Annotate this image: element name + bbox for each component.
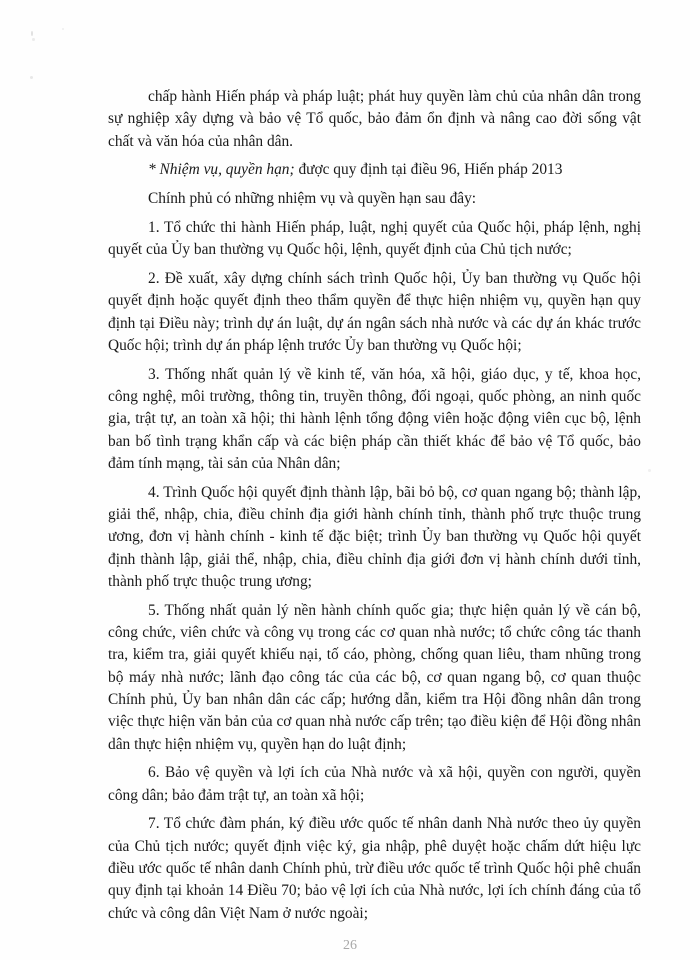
- paragraph-heading-note: [108, 159, 641, 181]
- scan-speckle-icon: [31, 31, 33, 36]
- document-text-block: [108, 86, 641, 925]
- paragraph-item-6: 6. Bảo vệ quyền và lợi ích của Nhà nước và xã hội, quyền con người, quyền công dân; bảo đảm trật tự, an toàn xã hội;: [108, 764, 641, 804]
- scan-speckle-icon: [62, 28, 64, 30]
- paragraph-item-1: 1. Tổ chức thi hành Hiến pháp, luật, nghị quyết của Quốc hội, pháp lệnh, nghị quyết của Ủy ban thường vụ Quốc hội, lệnh, quyết định của Chủ tịch nước;: [108, 218, 641, 259]
- paragraph-item-3: 3. Thống nhất quản lý về kinh tế, văn hóa, xã hội, giáo dục, y tế, khoa học, công nghệ, môi trường, thông tin, truyền thông, đối ngoại, quốc phòng, an ninh quốc gia, trật tự, an toàn xã hội; thi hành lệnh tổng động viên hoặc động viên cục bộ, lệnh ban bố tình trạng khẩn cấp và các biện pháp cần thiết khác để bảo vệ Tổ quốc, bảo đảm tính mạng, tài sản của Nhân dân;: [108, 365, 641, 472]
- paragraph-continuation: chấp hành Hiến pháp và pháp luật; phát huy quyền làm chủ của nhân dân trong sự nghiệp xây dựng và bảo vệ Tổ quốc, bảo đảm ổn định và nâng cao đời sống vật chất và văn hóa của nhân dân.: [108, 88, 641, 150]
- paragraph-item-7: 7. Tổ chức đàm phán, ký điều ước quốc tế nhân danh Nhà nước theo ủy quyền của Chủ tịch nước; quyết định việc ký, gia nhập, phê duyệt hoặc chấm dứt hiệu lực điều ước quốc tế nhân danh Chính phủ, trừ điều ước quốc tế trình Quốc hội phê chuẩn quy định tại khoản 14 Điều 70; bảo vệ lợi ích của Nhà nước, lợi ích chính đáng của tổ chức và công dân Việt Nam ở nước ngoài;: [108, 815, 641, 922]
- scan-speckle-icon: [32, 38, 35, 41]
- heading-note-italic-lead: * Nhiệm vụ, quyền hạn;: [148, 161, 295, 179]
- scan-speckle-icon: [648, 469, 651, 472]
- paragraph-item-4: 4. Trình Quốc hội quyết định thành lập, bãi bỏ bộ, cơ quan ngang bộ; thành lập, giải thể, nhập, chia, điều chỉnh địa giới hành chính tỉnh, thành phố trực thuộc trung ương, đơn vị hành chính - kinh tế đặc biệt; trình Ủy ban thường vụ Quốc hội quyết định thành lập, giải thể, nhập, chia, điều chỉnh địa giới đơn vị hành chính dưới tỉnh, thành phố trực thuộc trung ương;: [108, 483, 641, 590]
- page-number: 26: [343, 938, 357, 953]
- heading-note-rest: được quy định tại điều 96, Hiến pháp 2013: [294, 161, 563, 179]
- paragraph-lead-in: Chính phủ có những nhiệm vụ và quyền hạn sau đây:: [148, 190, 477, 208]
- paragraph-item-2: 2. Đề xuất, xây dựng chính sách trình Quốc hội, Ủy ban thường vụ Quốc hội quyết định hoặc quyết định theo thẩm quyền để thực hiện nhiệm vụ, quyền hạn quy định tại Điều này; trình dự án luật, dự án ngân sách nhà nước và các dự án khác trước Quốc hội; trình dự án pháp lệnh trước Ủy ban thường vụ Quốc hội;: [108, 270, 641, 354]
- paragraph-item-5: 5. Thống nhất quản lý nền hành chính quốc gia; thực hiện quản lý về cán bộ, công chức, viên chức và công vụ trong các cơ quan nhà nước; tổ chức công tác thanh tra, kiểm tra, giải quyết khiếu nại, tố cáo, phòng, chống quan liêu, tham nhũng trong bộ máy nhà nước; lãnh đạo công tác của các bộ, cơ quan ngang bộ, cơ quan thuộc Chính phủ, Ủy ban nhân dân các cấp; hướng dẫn, kiểm tra Hội đồng nhân dân trong việc thực hiện văn bản của cơ quan nhà nước cấp trên; tạo điều kiện để Hội đồng nhân dân thực hiện nhiệm vụ, quyền hạn do luật định;: [108, 601, 641, 753]
- scan-speckle-icon: [30, 76, 33, 79]
